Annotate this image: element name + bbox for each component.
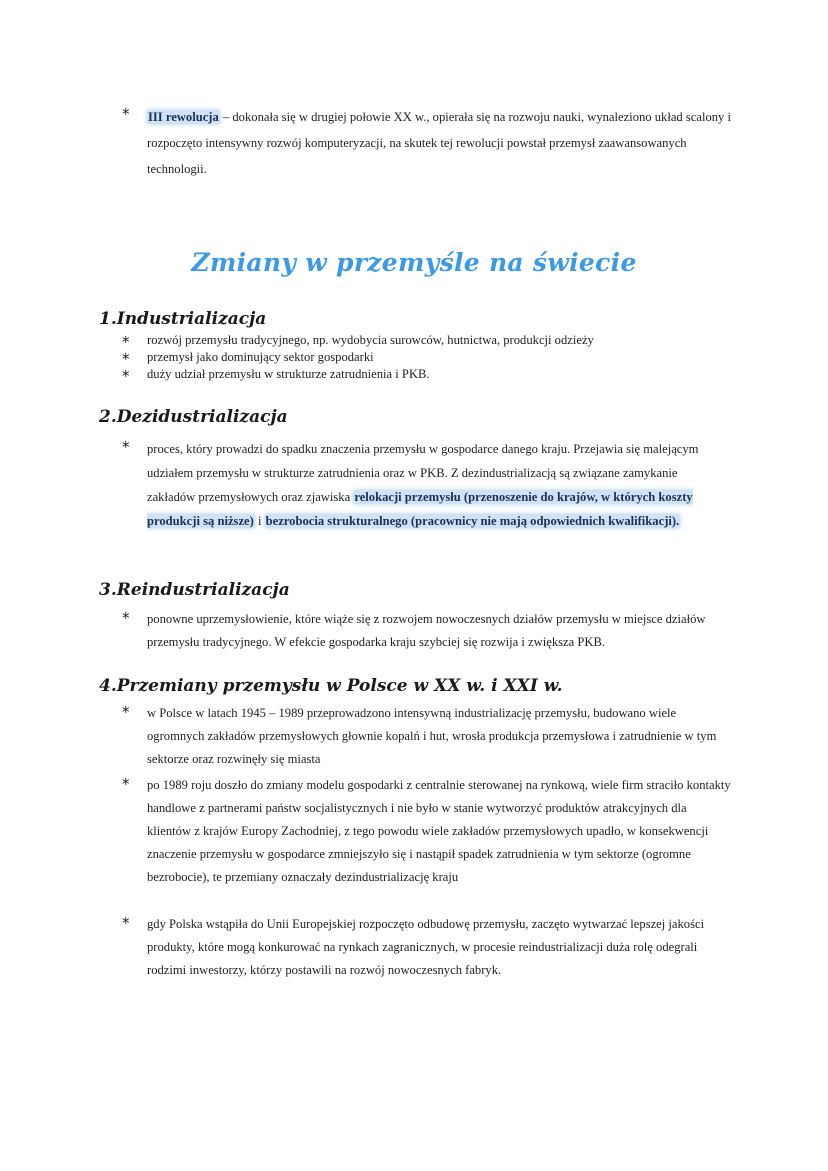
list-item-text: rozwój przemysłu tradycyjnego, np. wydobycia surowców, hutnictwa, produkcji odzieży bbox=[147, 333, 594, 347]
section-heading-reindustrializacja: 3.Reindustrializacja bbox=[99, 580, 290, 600]
list-item bbox=[122, 774, 732, 889]
section-heading-przemiany-polska: 4.Przemiany przemysłu w Polsce w XX w. i XXI w. bbox=[99, 676, 563, 696]
list-item-text: duży udział przemysłu w strukturze zatrudnienia i PKB. bbox=[147, 367, 430, 381]
list-item bbox=[122, 702, 732, 771]
list-item bbox=[122, 437, 732, 533]
bullet-marker: * bbox=[122, 775, 130, 793]
intro-bullet bbox=[122, 104, 732, 182]
bullet-marker: * bbox=[122, 703, 130, 721]
intro-body: – dokonała się w drugiej połowie XX w., opierała się na rozwoju nauki, wynaleziono układ scalony i rozpoczęto intensywny rozwój komputeryzacji, na skutek tej rewolucji powstał przemysł zaawansowanych technologii. bbox=[147, 110, 731, 176]
text-segment: i bbox=[254, 514, 265, 528]
highlight-relokacji: relokacji przemysłu (przenoszenie do krajów, w których koszty produkcji są niższe) bbox=[147, 490, 693, 528]
list-item-text: gdy Polska wstąpiła do Unii Europejskiej rozpoczęto odbudowę przemysłu, zaczęto wytwarzać lepszej jakości produkty, które mogą konkurować na rynkach zagranicznych, w procesie reindustrializacji duża rolę odegrali rodzimi inwestorzy, którzy postawili na rozwój nowoczesnych fabryk. bbox=[147, 917, 705, 977]
list-item-text: ponowne uprzemysłowienie, które wiąże się z rozwojem nowoczesnych działów przemysłu w miejsce działów przemysłu tradycyjnego. W efekcie gospodarka kraju szybciej się rozwija i zwiększa PKB. bbox=[147, 612, 706, 649]
highlight-bezrobocia: bezrobocia strukturalnego (pracownicy nie mają odpowiednich kwalifikacji). bbox=[265, 514, 680, 528]
list-item bbox=[122, 608, 732, 654]
bullet-marker: * bbox=[122, 367, 130, 385]
list-item bbox=[122, 913, 732, 982]
bullet-marker: * bbox=[122, 105, 130, 123]
bullet-marker: * bbox=[122, 333, 130, 351]
bullet-marker: * bbox=[122, 609, 130, 627]
list-item-text: w Polsce w latach 1945 – 1989 przeprowadzono intensywną industrializację przemysłu, budowano wiele ogromnych zakładów przemysłowych głownie kopalń i hut, wrosła produkcja przemysłowa i zatrudnienie w tym sektorze oraz rozwinęły się miasta bbox=[147, 706, 717, 766]
text-segment: proces, który prowadzi do spadku znaczenia przemysłu w gospodarce danego kraju. Przejawia się malejącym udziałem przemysłu w strukturze zatrudnienia oraz w PKB. Z dezindustrializacją są związane zamykanie zakładów przemysłowych oraz zjawiska bbox=[147, 442, 699, 504]
bullet-marker: * bbox=[122, 350, 130, 368]
bullet-marker: * bbox=[122, 914, 130, 932]
list-item-text bbox=[147, 437, 707, 533]
highlight-iii-rewolucja: III rewolucja bbox=[148, 110, 219, 124]
page-title: Zmiany w przemyśle na świecie bbox=[191, 248, 637, 277]
section-heading-industrializacja: 1.Industrializacja bbox=[99, 309, 267, 329]
section-heading-dezindustrializacja: 2.Dezidustrializacja bbox=[99, 407, 288, 427]
list-item-text: przemysł jako dominujący sektor gospodarki bbox=[147, 350, 374, 364]
list-item-text: po 1989 roju doszło do zmiany modelu gospodarki z centralnie sterowanej na rynkową, wiele firm straciło kontakty handlowe z partnerami państw socjalistycznych i nie było w stanie wytworzyć produktów atrakcyjnych dla klientów z krajów Europy Zachodniej, z tego powodu wiele zakładów przemysłowych upadło, w konsekwencji znaczenie przemysłu w gospodarce zmniejszyło się i nastąpił spadek zatrudnienia w tym sektorze (ogromne bezrobocie), te przemiany oznaczały dezindustrializację kraju bbox=[147, 778, 731, 884]
intro-text bbox=[147, 104, 732, 182]
list-item bbox=[122, 366, 732, 386]
bullet-marker: * bbox=[122, 438, 130, 456]
